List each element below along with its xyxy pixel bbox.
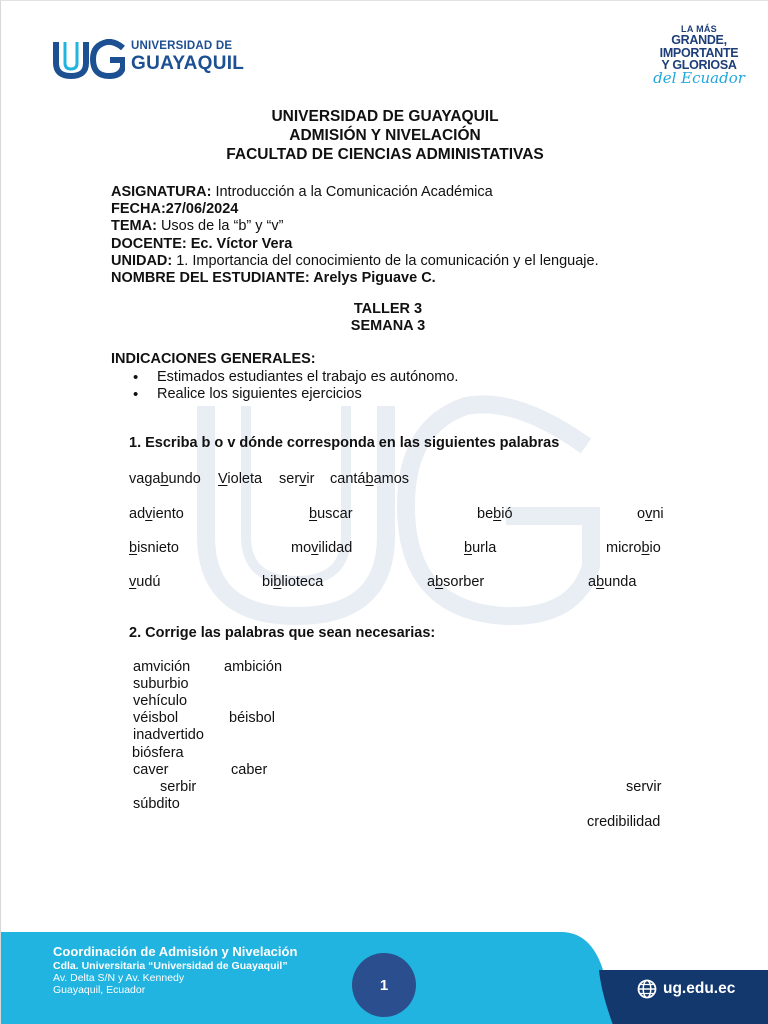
answer-letter: v	[645, 506, 653, 522]
word-item: caver	[133, 762, 169, 778]
indicaciones-list	[133, 369, 458, 403]
asignatura-label: ASIGNATURA:	[111, 184, 212, 200]
logo-university-label: UNIVERSIDAD DE	[131, 40, 233, 52]
globe-icon	[637, 979, 657, 999]
slogan-logo	[649, 25, 749, 86]
answer-letter: b	[365, 471, 374, 487]
footer-coordination: Coordinación de Admisión y Nivelación	[53, 944, 298, 959]
ug-logo-icon	[53, 39, 125, 79]
answer-letter: b	[641, 540, 650, 556]
slogan-line: GRANDE,	[671, 33, 727, 47]
word-correction: béisbol	[229, 710, 275, 726]
word-item: serbir	[160, 779, 197, 795]
exercise-word: Violeta	[218, 471, 263, 487]
taller-number: TALLER 3	[353, 301, 423, 317]
page-number: 1	[352, 953, 416, 1017]
exercise-word: movilidad	[291, 540, 353, 556]
semana-number: SEMANA 3	[350, 318, 426, 334]
website-link[interactable]	[637, 979, 735, 999]
unidad-label: UNIDAD:	[111, 252, 173, 269]
answer-letter: v	[299, 471, 307, 487]
university-logo	[53, 39, 253, 79]
asignatura-value: Introducción a la Comunicación Académica	[211, 184, 493, 200]
answer-letter: v	[129, 574, 137, 590]
exercise-word: vagabundo	[129, 471, 201, 487]
word-item: suburbio	[133, 676, 189, 692]
exercise-word: ovni	[637, 506, 664, 522]
answer-letter: b	[435, 574, 444, 590]
question-2-title: 2. Corrige las palabras que sean necesarias:	[129, 625, 436, 641]
list-item: • Estimados estudiantes el trabajo es autónomo.	[133, 369, 458, 386]
exercise-word: buscar	[309, 506, 353, 522]
exercise-word: biblioteca	[262, 574, 324, 590]
indicaciones-title: INDICACIONES GENERALES:	[111, 351, 316, 367]
answer-letter: V	[218, 471, 228, 487]
tema-label: TEMA:	[111, 218, 157, 235]
website-label: ug.edu.ec	[663, 980, 736, 997]
answer-letter: b	[596, 574, 605, 590]
exercise-word: bebió	[477, 506, 513, 522]
logo-city-label: GUAYAQUIL	[131, 52, 245, 74]
info-asignatura	[111, 184, 599, 201]
info-docente: DOCENTE: Ec. Víctor Vera	[111, 235, 293, 252]
info-unidad	[111, 253, 599, 270]
exercise-word: cantábamos	[330, 471, 410, 487]
word-item: amvición	[133, 659, 191, 675]
footer-campus: Cdla. Universitaria “Universidad de Guayaquil”	[53, 959, 288, 972]
taller-title	[1, 301, 768, 335]
answer-letter: b	[273, 574, 282, 590]
answer-letter: b	[464, 540, 473, 556]
exercise-word: bisnieto	[129, 540, 179, 556]
slogan-line: IMPORTANTE	[659, 45, 739, 60]
slogan-script: del Ecuador	[653, 68, 745, 87]
answer-letter: b	[493, 506, 502, 522]
word-item: credibilidad	[587, 814, 661, 830]
exercise-word: abunda	[588, 574, 637, 590]
footer-street: Av. Delta S/N y Av. Kennedy	[53, 972, 185, 984]
header-admission: ADMISIÓN Y NIVELACIÓN	[289, 127, 481, 144]
answer-letter: b	[309, 506, 318, 522]
answer-letter: b	[129, 540, 138, 556]
slogan-line: LA MÁS	[681, 24, 717, 34]
footer-city: Guayaquil, Ecuador	[53, 984, 146, 997]
word-correction: ambición	[224, 659, 283, 675]
header-faculty: FACULTAD DE CIENCIAS ADMINISTATIVAS	[226, 146, 544, 163]
word-item: inadvertido	[133, 727, 204, 743]
exercise-word: burla	[464, 540, 497, 556]
word-correction: caber	[231, 762, 268, 778]
exercise-word: servir	[279, 471, 315, 487]
word-item: biósfera	[132, 745, 184, 761]
document-header	[1, 107, 768, 164]
question-1-title: 1. Escriba b o v dónde corresponda en las siguientes palabras	[129, 435, 560, 451]
answer-letter: v	[145, 506, 153, 522]
answer-letter: v	[311, 540, 319, 556]
tema-value: Usos de la “b” y “v”	[156, 218, 284, 235]
exercise-word: adviento	[129, 506, 184, 522]
list-item: • Realice los siguientes ejercicios	[133, 386, 458, 403]
word-correction: servir	[626, 779, 662, 795]
footer-address	[53, 945, 297, 996]
word-item: vehículo	[133, 693, 188, 709]
slogan-line: Y GLORIOSA	[661, 58, 737, 72]
info-fecha: FECHA:27/06/2024	[111, 201, 239, 218]
course-info	[111, 184, 599, 287]
exercise-word: microbio	[606, 540, 661, 556]
exercise-word: absorber	[427, 574, 485, 590]
unidad-value: 1. Importancia del conocimiento de la comunicación y el lenguaje.	[172, 252, 599, 269]
word-item: súbdito	[133, 796, 180, 812]
exercise-word: vudú	[129, 574, 161, 590]
word-item: véisbol	[133, 710, 179, 726]
info-estudiante: NOMBRE DEL ESTUDIANTE: Arelys Piguave C.	[111, 270, 436, 287]
info-tema	[111, 218, 599, 235]
answer-letter: b	[160, 471, 169, 487]
header-university: UNIVERSIDAD DE GUAYAQUIL	[271, 108, 499, 125]
ug-watermark	[186, 386, 606, 636]
